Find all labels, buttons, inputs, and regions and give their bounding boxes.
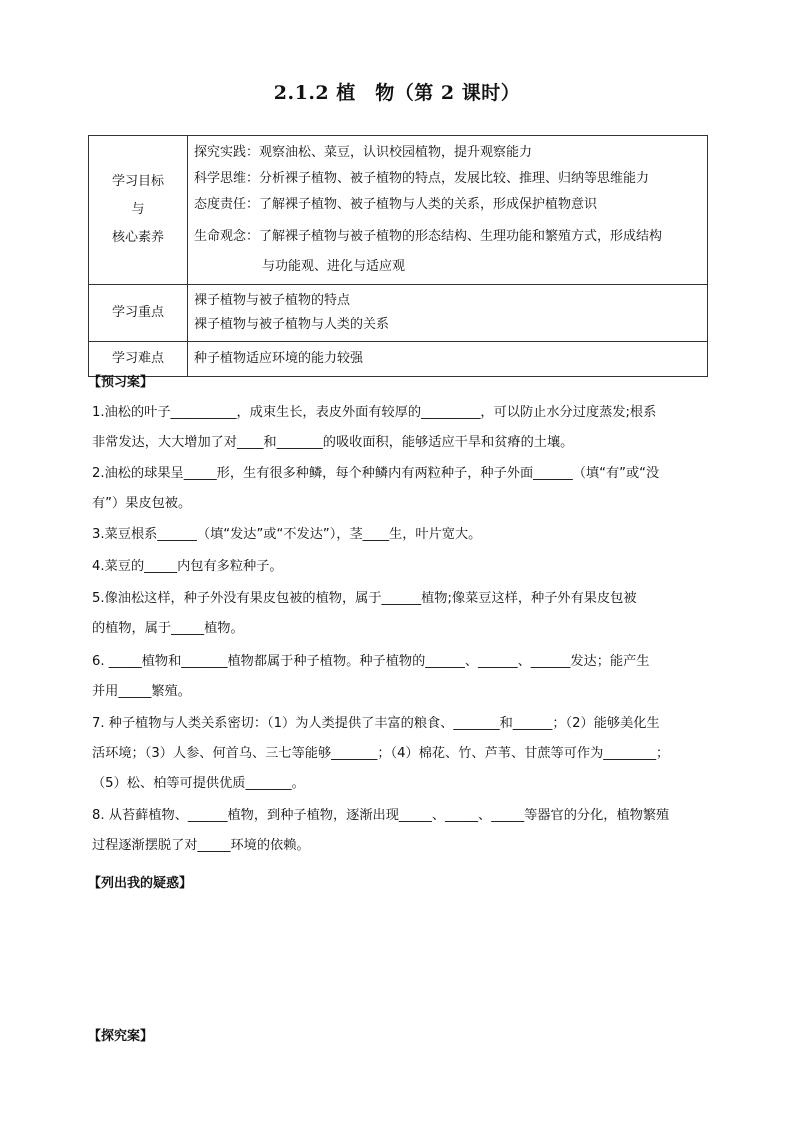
preview-heading: 【预习案】 [88,375,154,390]
objectives-header-cell [89,136,188,285]
learning-objectives-table [88,135,708,377]
objectives-row [89,136,708,285]
question-line: 的植物，属于_____植物。 [92,621,244,636]
objective-line: 生命观念：了解裸子植物与被子植物的形态结构、生理功能和繁殖方式，形成结构 [194,229,663,244]
question-5 [92,584,712,644]
doubts-heading: 【列出我的疑惑】 [88,876,193,891]
objective-line: 科学思维：分析裸子植物、被子植物的特点，发展比较、推理、归纳等思维能力 [194,171,650,186]
question-4 [92,552,712,582]
question-line: 2.油松的球果呈_____形，生有很多种鳞，每个种鳞内有两粒种子，种子外面______（填“有”或“没 [92,466,660,481]
question-line: （5）松、柏等可提供优质_______。 [92,776,305,791]
question-7 [92,709,712,799]
question-8 [92,801,712,861]
objective-line: 与功能观、进化与适应观 [262,259,406,274]
question-line: 5.像油松这样，种子外没有果皮包被的植物，属于______植物;像菜豆这样，种子外有果皮包被 [92,591,637,606]
objectives-header-line: 学习目标 [111,174,164,189]
objectives-header-line: 核心素养 [111,230,164,245]
key-points-header: 学习重点 [89,285,188,342]
key-point-line: 裸子植物与被子植物的特点 [194,293,351,308]
objectives-header-line: 与 [131,202,145,217]
page-title: 2.1.2 植 物（第 2 课时） [273,82,521,104]
question-line: 6. _____植物和_______植物都属于种子植物。种子植物的______、______、______发达；能产生 [92,654,650,669]
question-line: 过程逐渐摆脱了对_____环境的依赖。 [92,838,310,853]
question-line: 有”）果皮包被。 [92,496,192,511]
question-1 [92,398,712,458]
difficulty-header: 学习难点 [89,342,188,377]
question-line: 1.油松的叶子__________，成束生长，表皮外面有较厚的_________，可以防止水分过度蒸发;根系 [92,405,657,420]
explore-heading: 【探究案】 [88,1029,154,1044]
question-3 [92,520,712,550]
key-points-content [188,285,708,342]
question-line: 8. 从苔藓植物、______植物，到种子植物，逐渐出现_____、_____、_____等器官的分化，植物繁殖 [92,808,670,823]
objective-line: 探究实践：观察油松、菜豆，认识校园植物，提升观察能力 [194,145,533,160]
question-line: 并用_____繁殖。 [92,684,191,699]
question-6 [92,647,712,707]
key-points-row [89,285,708,342]
difficulty-content: 种子植物适应环境的能力较强 [188,342,708,377]
objectives-content-cell [188,136,708,285]
question-line: 非常发达，大大增加了对____和_______的吸收面积，能够适应干旱和贫瘠的土壤。 [92,435,574,450]
objective-line: 态度责任：了解裸子植物、被子植物与人类的关系，形成保护植物意识 [194,197,598,212]
key-point-line: 裸子植物与被子植物与人类的关系 [194,317,390,332]
question-line: 活环境；（3）人参、何首乌、三七等能够_______；（4）棉花、竹、芦苇、甘蔗等可作为________； [92,746,670,761]
difficulty-row [89,342,708,377]
question-line: 7. 种子植物与人类关系密切：（1）为人类提供了丰富的粮食、_______和______；（2）能够美化生 [92,716,660,731]
question-line: 4.菜豆的_____内包有多粒种子。 [92,559,283,574]
question-2 [92,459,712,519]
question-line: 3.菜豆根系______（填“发达”或“不发达”），茎____生，叶片宽大。 [92,527,482,542]
